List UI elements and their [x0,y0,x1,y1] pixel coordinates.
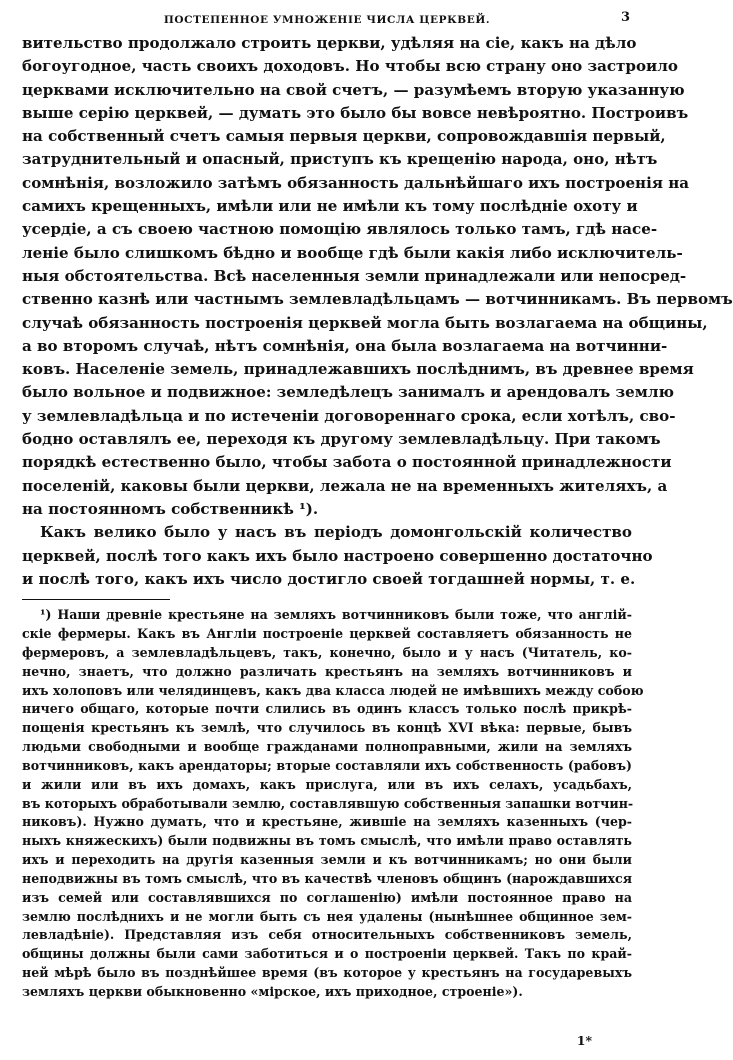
footnote-line: ней мѣрѣ было въ позднѣйшее время (въ которое у крестьянъ на государевыхъ [22,965,632,981]
text-line: ковъ. Населеніе земель, принадлежавшихъ послѣднимъ, въ древнее время [22,360,694,379]
text-line: поселеній, каковы были церкви, лежала не на временныхъ жителяхъ, а [22,476,668,495]
running-head [22,8,632,28]
footnote-line: нечно, знаетъ, что должно различать крестьянъ на земляхъ вотчинниковъ и [22,663,632,679]
footnote-line: ихъ и переходить на другія казенныя земли и къ вотчинникамъ; но они были [22,852,632,868]
running-title: ПОСТЕПЕННОЕ УМНОЖЕНІЕ ЧИСЛА ЦЕРКВЕЙ. [163,14,491,26]
page-number: 3 [620,10,630,25]
text-line: порядкѣ естественно было, чтобы забота о постоянной принадлежности [22,453,672,472]
text-line: случаѣ обязанность построенія церквей могла быть возлагаема на общины, [22,313,708,332]
text-line: у землевладѣльца и по истеченіи договореннаго срока, если хотѣлъ, сво- [22,406,676,425]
footnote-line: людьми свободными и вообще гражданами полноправными, жили на земляхъ [22,739,632,755]
main-text [22,32,733,591]
text-line: и послѣ того, какъ ихъ число достигло своей тогдашней нормы, т. е. [22,569,636,588]
footnote-line: пощенія крестьянъ къ землѣ, что случилось въ концѣ XVI вѣка: первые, бывъ [22,720,632,736]
book-page [22,8,733,1052]
footnote-line: левладѣніе). Представляя изъ себя относительныхъ собственниковъ земель, [22,927,632,943]
signature-mark: 1* [576,1033,592,1048]
footnote-line: ихъ холоповъ или челядинцевъ, какъ два класса людей не имѣвшихъ между собою [22,682,644,698]
footnote-line: землю послѣднихъ и не могли быть съ нея удалены (нынѣшнее общинное зем- [22,908,632,924]
text-line: леніе было слишкомъ бѣдно и вообще гдѣ были какія либо исключитель- [22,243,683,262]
text-line: на постоянномъ собственникѣ ¹). [22,499,319,518]
footnote-rule [22,599,170,600]
footnote-line: никовъ). Нужно думать, что и крестьяне, жившіе на земляхъ казенныхъ (чер- [22,814,632,830]
footnote-line: и жили или въ ихъ домахъ, какъ прислуга, или въ ихъ селахъ, усадьбахъ, [22,776,632,792]
footnote-line: въ которыхъ обработывали землю, составлявшую собственныя запашки вотчин- [22,795,634,811]
text-line: усердіе, а съ своею частною помощію являлось только тамъ, гдѣ насе- [22,220,658,239]
footnote-line: общины должны были сами заботиться и о построеніи церквей. Такъ по край- [22,946,632,962]
footnote-line: ныхъ княжескихъ) были подвижны въ томъ смыслѣ, что имѣли право оставлять [22,833,632,849]
footnote-line: ничего общаго, которые почти слились въ одинъ классъ только послѣ прикрѣ- [22,701,632,717]
paragraph-2 [22,521,653,591]
footnote-line: скіе фермеры. Какъ въ Англіи построеніе церквей составляетъ обязанность не [22,625,632,641]
footnote-line: ¹) Наши древніе крестьяне на земляхъ вотчинниковъ были тоже, что англій- [40,607,632,623]
text-line: церквей, послѣ того какъ ихъ было настроено совершенно достаточно [22,546,653,565]
text-line: ныя обстоятельства. Всѣ населенныя земли принадлежали или непосред- [22,266,687,285]
footnote-line: земляхъ церкви обыкновенно «мірское, ихъ приходное, строеніе»). [22,984,523,999]
paragraph-1 [22,32,733,521]
text-line: Какъ велико было у насъ въ періодъ домонгольскій количество [40,523,632,542]
text-line: выше серію церквей, — думать это было бы вовсе невѣроятно. Построивъ [22,103,689,122]
text-line: бодно оставлялъ ее, переходя къ другому землевладѣльцу. При такомъ [22,430,661,449]
text-line: вительство продолжало строить церкви, удѣляя на сіе, какъ на дѣло [22,34,637,52]
text-line: а во второмъ случаѣ, нѣтъ сомнѣнія, она была возлагаема на вотчинни- [22,336,668,355]
text-line: самихъ крещенныхъ, имѣли или не имѣли къ тому послѣдніе охоту и [22,197,638,216]
text-line: затруднительный и опасный, приступъ къ крещенію народа, оно, нѣтъ [22,150,658,169]
text-line: сомнѣнія, возложило затѣмъ обязанность дальнѣйшаго ихъ построенія на [22,173,690,192]
text-line: богоугодное, часть своихъ доходовъ. Но чтобы всю страну оно застроило [22,57,678,76]
footnote-line: вотчинниковъ, какъ арендаторы; вторые составляли ихъ собственность (рабовъ) [22,757,632,773]
text-line: ственно казнѣ или частнымъ землевладѣльцамъ — вотчинникамъ. Въ первомъ [22,290,733,309]
footnote-line: фермеровъ, а землевладѣльцевъ, такъ, конечно, было и у насъ (Читатель, ко- [22,644,632,660]
text-line: было вольное и подвижное: земледѣлецъ занималъ и арендовалъ землю [22,383,674,402]
footnote [22,606,644,1002]
footnote-line: изъ семей или составлявшихся по соглашенію) имѣли постоянное право на [22,889,632,905]
footnote-line: неподвижны въ томъ смыслѣ, что въ качествѣ членовъ общинъ (нарождавшихся [22,870,632,886]
text-line: на собственный счетъ самыя первыя церкви, сопровождавшія первый, [22,127,666,146]
text-line: церквами исключительно на свой счетъ, — разумѣемъ вторую указанную [22,80,685,99]
